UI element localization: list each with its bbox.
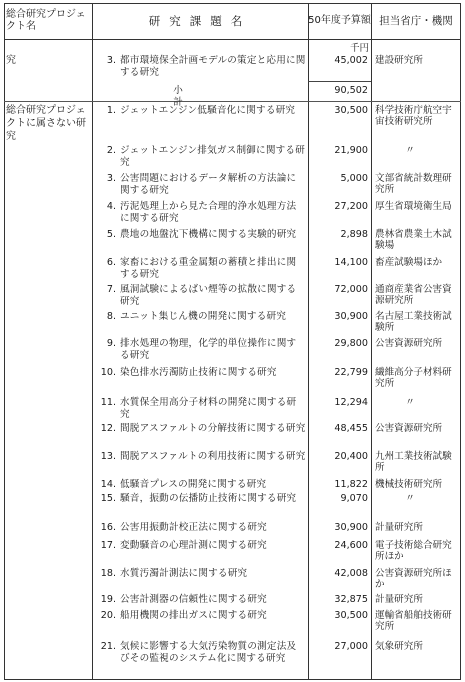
item-title: 水質保全用高分子材料の開発に関する研究 [120, 397, 297, 420]
subtotal-value: 90,502 [334, 85, 368, 96]
item-title: ジェットエンジン低騒音化に関する研究 [120, 105, 296, 116]
item-budget: 30,900 [334, 311, 368, 322]
table-border-bottom [4, 679, 461, 680]
item-budget: 30,500 [334, 610, 368, 621]
item-title: 間脱アスファルトの利用技術に関する研究 [120, 451, 306, 462]
header-category: 総合研究プロジェクト名 [6, 8, 86, 32]
item-number: 20. [100, 610, 116, 621]
item-number: 13. [100, 451, 116, 462]
item-number: 3. [106, 173, 116, 184]
item-title: 船用機関の排出ガスに関する研究 [120, 610, 267, 621]
item-budget: 24,600 [334, 540, 368, 551]
item-title: ユニット集じん機の開発に関する研究 [120, 311, 287, 322]
item-title: 水質汚濁計測法に関する研究 [120, 568, 248, 579]
item-budget: 14,100 [334, 257, 368, 268]
item-title: 公害計測器の信頼性に関する研究 [120, 594, 267, 605]
item-agency: 文部省統計数理研究所 [375, 173, 452, 196]
item-number: 4. [106, 201, 116, 212]
column-divider [92, 3, 93, 680]
item-budget: 27,000 [334, 641, 368, 652]
item-title: 汚泥処理上から見た合理的浄水処理方法に関する研究 [120, 201, 297, 224]
item-number: 11. [100, 397, 116, 408]
item-number: 6. [106, 257, 116, 268]
header-title: 研究課題名 [148, 13, 252, 28]
item-number: 17. [100, 540, 116, 551]
item-agency: 〃 [405, 145, 415, 156]
item-number: 19. [100, 594, 116, 605]
item-title: ジェットエンジン排気ガス制御に関する研究 [120, 145, 306, 168]
item-title: 都市環境保全計画モデルの策定と応用に関する研究 [120, 55, 306, 78]
item-budget: 32,875 [334, 594, 368, 605]
item-number: 10. [100, 367, 116, 378]
item-agency: 建設研究所 [375, 55, 423, 66]
item-title: 変動騒音の心理計測に関する研究 [120, 540, 267, 551]
section2-category: 総合研究プロジェクトに属さない研究 [6, 105, 86, 142]
header-budget: 50年度予算額 [308, 14, 371, 26]
item-number: 2. [106, 145, 116, 156]
budget-table [4, 3, 461, 680]
item-agency: 計量研究所 [375, 522, 423, 533]
header-divider [4, 39, 461, 40]
table-border-left [4, 3, 5, 680]
item-budget: 2,898 [340, 229, 368, 240]
item-agency: 公害資源研究所 [375, 338, 443, 349]
item-number: 9. [106, 338, 116, 349]
item-budget: 12,294 [334, 397, 368, 408]
header-agency: 担当省庁・機関 [379, 14, 453, 27]
item-number: 15. [100, 493, 116, 504]
item-agency: 〃 [405, 397, 415, 408]
item-budget: 30,500 [334, 105, 368, 116]
item-agency: 名古屋工業技術試験所 [375, 311, 452, 334]
item-number: 12. [100, 423, 116, 434]
item-title: 間脱アスファルトの分解技術に関する研究 [120, 423, 306, 434]
item-agency: 厚生省環境衛生局 [375, 201, 452, 212]
item-agency: 運輸省船舶技術研究所 [375, 610, 452, 633]
item-budget: 21,900 [334, 145, 368, 156]
item-agency: 通商産業省公害資源研究所 [375, 284, 452, 307]
item-number: 18. [100, 568, 116, 579]
item-title: 騒音，振動の伝播防止技術に関する研究 [120, 493, 297, 504]
item-title: 低騒音プレスの開発に関する研究 [120, 479, 267, 490]
item-title: 気候に影響する大気汚染物質の測定法及びその監視のシステム化に関する研究 [120, 641, 297, 664]
item-title: 公害用振動計校正法に関する研究 [120, 522, 267, 533]
item-budget: 9,070 [340, 493, 368, 504]
item-budget: 42,008 [334, 568, 368, 579]
item-agency: 九州工業技術試験所 [375, 451, 452, 474]
item-title: 家畜における重金属類の蓄積と排出に関する研究 [120, 257, 297, 280]
item-budget: 45,002 [334, 55, 368, 66]
subtotal-label: 小 計 [173, 85, 333, 108]
item-agency: 繊維高分子材料研究所 [375, 367, 452, 390]
item-agency: 公害資源研究所ほか [375, 568, 452, 591]
item-budget: 5,000 [340, 173, 368, 184]
item-title: 風洞試験によるばい煙等の拡散に関する研究 [120, 284, 297, 307]
item-title: 公害問題におけるデータ解析の方法論に関する研究 [120, 173, 297, 196]
item-number: 5. [106, 229, 116, 240]
item-agency: 機械技術研究所 [375, 479, 443, 490]
section1-category: 究 [6, 55, 16, 66]
item-budget: 48,455 [334, 423, 368, 434]
item-title: 農地の地盤沈下機構に関する実験的研究 [120, 229, 297, 240]
item-budget: 72,000 [334, 284, 368, 295]
item-number: 16. [100, 522, 116, 533]
item-budget: 29,800 [334, 338, 368, 349]
item-agency: 畜産試験場ほか [375, 257, 443, 268]
item-agency: 公害資源研究所 [375, 423, 443, 434]
item-agency: 気象研究所 [375, 641, 423, 652]
item-agency: 計量研究所 [375, 594, 423, 605]
item-agency: 農林省農業土木試験場 [375, 229, 452, 252]
item-agency: 電子技術総合研究所ほか [375, 540, 452, 563]
item-budget: 11,822 [334, 479, 368, 490]
item-budget: 27,200 [334, 201, 368, 212]
item-budget: 20,400 [334, 451, 368, 462]
column-divider [371, 3, 372, 680]
item-number: 21. [100, 641, 116, 652]
item-number: 3. [106, 55, 116, 66]
item-number: 1. [106, 105, 116, 116]
item-number: 8. [106, 311, 116, 322]
item-title: 排水処理の物理，化学的単位操作に関する研究 [120, 338, 297, 361]
item-title: 染色排水汚濁防止技術に関する研究 [120, 367, 277, 378]
item-agency: 〃 [405, 493, 415, 504]
unit-label: 千円 [349, 43, 369, 54]
subtotal-rule [308, 81, 371, 82]
item-budget: 22,799 [334, 367, 368, 378]
item-budget: 30,900 [334, 522, 368, 533]
item-number: 7. [106, 284, 116, 295]
item-number: 14. [100, 479, 116, 490]
item-agency: 科学技術庁航空宇宙技術研究所 [375, 105, 452, 128]
